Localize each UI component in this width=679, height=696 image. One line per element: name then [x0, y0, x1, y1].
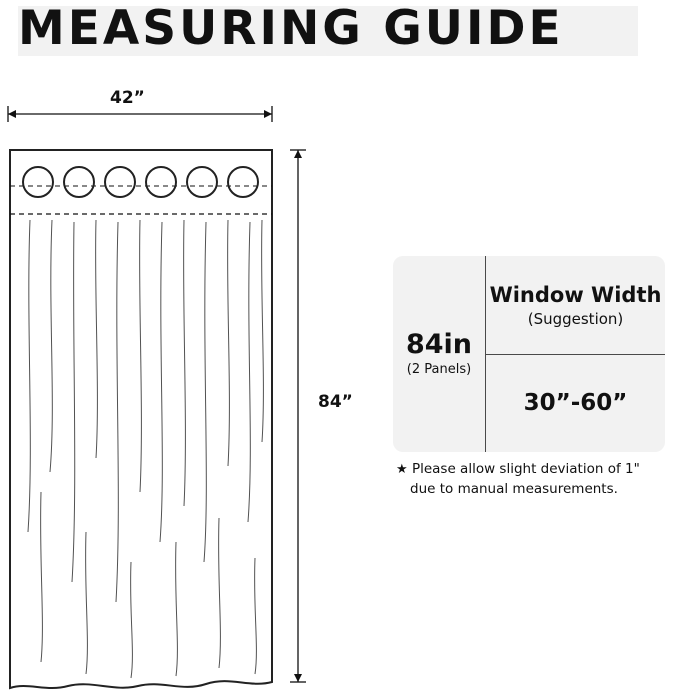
page-title: MEASURING GUIDE — [18, 1, 564, 56]
width-dimension-arrow — [8, 106, 272, 122]
window-width-value-cell — [486, 354, 665, 452]
curtain-illustration — [0, 62, 380, 696]
curtain-diagram-svg — [0, 62, 380, 696]
deviation-note-line1: Please allow slight deviation of 1" — [411, 461, 640, 477]
title-band — [0, 0, 679, 62]
height-dimension-arrow — [290, 150, 306, 682]
size-info-card — [393, 256, 665, 452]
window-width-subheading: (Suggestion) — [527, 309, 624, 328]
star-icon: ★ — [396, 462, 408, 477]
panel-size-cell — [393, 256, 485, 452]
window-width-value: 30”-60” — [523, 390, 628, 416]
window-width-header-cell — [486, 256, 665, 354]
deviation-note-line2: due to manual measurements. — [410, 480, 618, 497]
panel-size-value: 84in — [405, 329, 473, 361]
panel-count-label: (2 Panels) — [406, 361, 472, 377]
height-dimension-label: 84” — [318, 392, 353, 412]
deviation-note — [396, 460, 676, 499]
width-dimension-label: 42” — [110, 88, 145, 108]
window-width-heading: Window Width — [489, 282, 662, 307]
